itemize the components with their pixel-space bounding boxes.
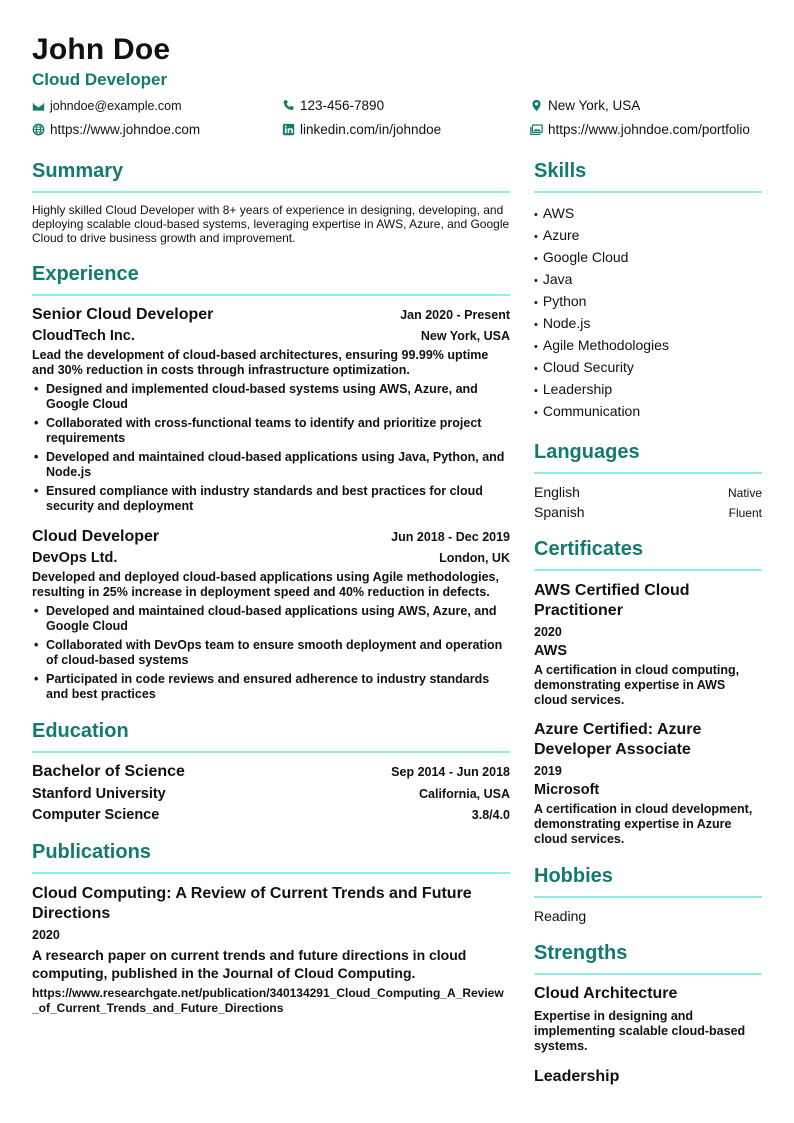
skill-item: • Cloud Security (534, 357, 762, 379)
publications-heading: Publications (32, 841, 510, 874)
certificate-year: 2020 (534, 625, 562, 639)
publication-title: Cloud Computing: A Review of Current Trends and Future Directions (32, 885, 472, 922)
candidate-title: Cloud Developer (32, 70, 168, 89)
job-bullet: • Collaborated with cross-functional teams to identify and prioritize project requirements (32, 416, 510, 446)
strength-entry (534, 1068, 762, 1086)
globe-icon (32, 123, 45, 136)
job-company: DevOps Ltd. (32, 550, 118, 566)
skill-item: • Python (534, 291, 762, 313)
skill-item: • Node.js (534, 313, 762, 335)
contact-phone[interactable] (282, 98, 384, 113)
summary-text: Highly skilled Cloud Developer with 8+ years of experience in designing, developing, and deploying scalable cloud-based systems, leveraging expertise in AWS, Azure, and Google Cloud to drive business growth and improvement. (32, 203, 510, 245)
skill-item: • Agile Methodologies (534, 335, 762, 357)
job-title: Senior Cloud Developer (32, 306, 214, 323)
job-date: Jun 2018 - Dec 2019 (391, 530, 510, 544)
contact-portfolio[interactable] (530, 122, 750, 137)
contact-linkedin[interactable] (282, 122, 441, 137)
language-level: Fluent (728, 506, 762, 520)
certificate-description: A certification in cloud development, demonstrating expertise in Azure cloud services. (534, 802, 753, 846)
skill-item: • Leadership (534, 379, 762, 401)
email-text: johndoe@example.com (50, 99, 182, 113)
language-row (534, 484, 762, 500)
language-level: Native (727, 486, 762, 500)
job-location: London, UK (439, 551, 510, 565)
job-bullets (32, 604, 510, 702)
experience-section (32, 263, 510, 702)
education-heading: Education (32, 720, 510, 753)
mail-icon (32, 100, 45, 113)
strengths-heading: Strengths (534, 942, 762, 975)
linkedin-icon (282, 123, 295, 136)
job-bullet: • Participated in code reviews and ensured adherence to industry standards and best practices (32, 672, 510, 702)
publication-year: 2020 (32, 928, 60, 942)
language-name: English (534, 484, 580, 500)
certificates-section (534, 538, 762, 847)
job-entry (32, 306, 510, 514)
skill-item: • Java (534, 269, 762, 291)
location-text: New York, USA (548, 98, 641, 113)
summary-heading: Summary (32, 160, 510, 193)
publications-section (32, 841, 510, 1016)
job-bullet: • Developed and maintained cloud-based applications using AWS, Azure, and Google Cloud (32, 604, 510, 634)
candidate-name: John Doe (32, 33, 171, 66)
skills-heading: Skills (534, 160, 762, 193)
phone-icon (282, 99, 295, 112)
job-bullet: • Developed and maintained cloud-based applications using Java, Python, and Node.js (32, 450, 510, 480)
job-entry (32, 528, 510, 702)
hobby-item: Reading (534, 908, 587, 924)
skills-section (534, 160, 762, 423)
certificate-year: 2019 (534, 764, 562, 778)
strength-entry (534, 985, 762, 1054)
linkedin-text: linkedin.com/in/johndoe (300, 122, 442, 137)
job-description: Lead the development of cloud-based architectures, ensuring 99.99% uptime and 30% reduction in costs through infrastructure optimization. (32, 348, 489, 377)
map-pin-icon (530, 99, 543, 112)
education-field: Computer Science (32, 807, 160, 823)
skills-list (534, 203, 762, 423)
skill-item: • Google Cloud (534, 247, 762, 269)
education-section (32, 720, 510, 823)
job-description: Developed and deployed cloud-based applications using Agile methodologies, resulting in 25% increase in deployment speed and 40% reduction in defects. (32, 570, 499, 599)
contact-location (530, 98, 640, 113)
language-name: Spanish (534, 504, 585, 520)
languages-heading: Languages (534, 441, 762, 474)
website-text: https://www.johndoe.com (50, 122, 201, 137)
certificate-title: Azure Certified: Azure Developer Associate (534, 721, 702, 758)
strength-title: Cloud Architecture (534, 985, 678, 1002)
languages-section (534, 441, 762, 520)
certificate-issuer: Microsoft (534, 782, 600, 798)
job-bullet: • Ensured compliance with industry standards and best practices for cloud security and deployment (32, 484, 510, 514)
certificate-entry (534, 720, 762, 847)
language-row (534, 504, 762, 520)
education-school: Stanford University (32, 786, 166, 802)
job-location: New York, USA (420, 329, 510, 343)
certificate-issuer: AWS (534, 643, 568, 659)
strength-description: Expertise in designing and implementing scalable cloud-based systems. (534, 1009, 746, 1053)
job-bullets (32, 382, 510, 514)
education-date: Sep 2014 - Jun 2018 (391, 765, 510, 779)
education-gpa: 3.8/4.0 (471, 808, 510, 822)
right-column (534, 160, 762, 1104)
portfolio-text: https://www.johndoe.com/portfolio (548, 122, 750, 137)
left-column (32, 160, 510, 1034)
education-location: California, USA (419, 787, 510, 801)
job-company: CloudTech Inc. (32, 328, 135, 344)
publication-link[interactable]: https://www.researchgate.net/publication/340134291_Cloud_Computing_A_Review_of_Current_Trends_and_Future_Directions (32, 986, 504, 1015)
job-date: Jan 2020 - Present (400, 308, 510, 322)
job-bullet: • Designed and implemented cloud-based systems using AWS, Azure, and Google Cloud (32, 382, 510, 412)
job-bullet: • Collaborated with DevOps team to ensure smooth deployment and operation of cloud-based systems (32, 638, 510, 668)
contact-email[interactable] (32, 99, 182, 113)
skill-item: • Communication (534, 401, 762, 423)
portfolio-icon (530, 123, 543, 136)
certificate-description: A certification in cloud computing, demonstrating expertise in AWS cloud services. (534, 663, 740, 707)
certificates-heading: Certificates (534, 538, 762, 571)
job-title: Cloud Developer (32, 528, 160, 545)
skill-item: • AWS (534, 203, 762, 225)
contact-website[interactable] (32, 122, 200, 137)
publication-description: A research paper on current trends and future directions in cloud computing, published in the Journal of Cloud Computing. (32, 947, 467, 981)
phone-text: 123-456-7890 (300, 98, 385, 113)
certificate-entry (534, 581, 762, 708)
experience-heading: Experience (32, 263, 510, 296)
skill-item: • Azure (534, 225, 762, 247)
hobbies-section (534, 865, 762, 924)
summary-section (32, 160, 510, 245)
hobbies-heading: Hobbies (534, 865, 762, 898)
strength-title: Leadership (534, 1068, 620, 1085)
certificate-title: AWS Certified Cloud Practitioner (534, 582, 690, 619)
education-degree: Bachelor of Science (32, 763, 185, 780)
strengths-section (534, 942, 762, 1086)
